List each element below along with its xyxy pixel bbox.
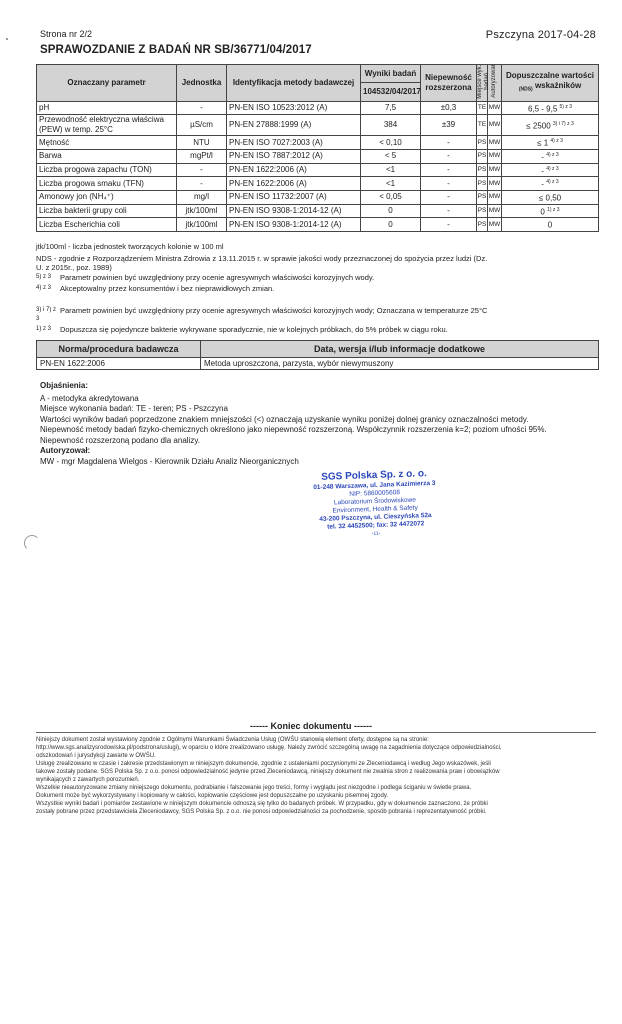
cell-method: PN-EN ISO 7027:2003 (A) <box>227 136 361 150</box>
stamp-company: SGS Polska Sp. z o. o. <box>321 468 427 483</box>
cell-place: PS <box>477 150 488 164</box>
limit-value: 0 <box>547 220 553 230</box>
method-info: Metoda uproszczona, parzysta, wybór niewymuszony <box>201 358 599 370</box>
cell-result: < 0,10 <box>361 136 421 150</box>
cell-method: PN-EN ISO 10523:2012 (A) <box>227 101 361 115</box>
explanation-line: Niepewność metody badań fizyko-chemicznych określono jako niepewność rozszerzoną. Współczynnik rozszerzenia k=2; poziom ufności 95%. <box>40 425 547 434</box>
header-place-label: Miejsce wyk. badań <box>477 64 490 99</box>
method-row <box>37 358 599 370</box>
cell-result: < 5 <box>361 150 421 164</box>
stamp-address-2: 43-200 Pszczyna, ul. Cieszyńska 52a <box>319 512 432 523</box>
cell-authorized: MW <box>488 190 502 204</box>
header-sample-id: 104532/04/2017 <box>361 83 421 101</box>
cell-result: 7,5 <box>361 101 421 115</box>
limit-value: 6,5 - 9,5 <box>527 104 558 114</box>
cell-uncertainty: ±39 <box>421 115 477 136</box>
cell-authorized: MW <box>488 115 502 136</box>
cell-authorized: MW <box>488 204 502 218</box>
cell-authorized: MW <box>488 150 502 164</box>
disclaimer-line: odszkodowań i jurysdykcji zawarte w OWŚU. <box>36 753 156 759</box>
cell-authorized: MW <box>488 163 502 177</box>
cell-place: PS <box>477 204 488 218</box>
cell-method: PN-EN ISO 11732:2007 (A) <box>227 190 361 204</box>
header-results: Wyniki badań <box>361 65 421 83</box>
header-uncertainty: Niepewność rozszerzona <box>421 65 477 102</box>
note-c-row <box>36 306 596 325</box>
cell-uncertainty: - <box>421 136 477 150</box>
limit-note: 4) z 3 <box>550 138 563 145</box>
header-authorized-label: Autoryzował <box>491 65 497 98</box>
report-title: SPRAWOZDANIE Z BADAŃ NR SB/36771/04/2017 <box>40 44 312 56</box>
cell-result: 384 <box>361 115 421 136</box>
limit-note: 1) z 3 <box>547 206 560 213</box>
cell-limit <box>502 190 599 204</box>
cell-uncertainty: - <box>421 163 477 177</box>
limit-note: 4) z 3 <box>546 152 559 158</box>
place-date: Pszczyna 2017-04-28 <box>485 29 596 41</box>
disclaimer-line: Usługę zrealizowano w czasie i zakresie przedstawionym w niniejszym dokumencie, zgodnie z ustaleniami poczynionymi ze Zleceniodawcą i według Jego wskazówek, jeśli <box>36 761 491 767</box>
cell-authorized: MW <box>488 136 502 150</box>
limit-note: 5) z 3 <box>559 103 573 110</box>
header-parameter: Oznaczany parametr <box>37 65 177 102</box>
table-row <box>37 218 599 232</box>
cell-result: < 0,05 <box>361 190 421 204</box>
cell-unit: mgPt/l <box>177 150 227 164</box>
cell-place: PS <box>477 163 488 177</box>
header-method: Identyfikacja metody badawczej <box>227 65 361 102</box>
cell-parameter: Liczba bakterii grupy coli <box>37 204 177 218</box>
method-header-norm: Norma/procedura badawcza <box>37 341 201 358</box>
cell-limit <box>502 101 599 115</box>
cell-method: PN-EN ISO 9308-1:2014-12 (A) <box>227 204 361 218</box>
disclaimer-line: Wszelkie nieautoryzowane zmiany niniejszego dokumentu, podrabianie i fałszowanie jego treści, formy i wyglądu jest niezgodne i podlega ściganiu w świetle prawa. <box>36 785 472 791</box>
header-limits-label: Dopuszczalne wartości <box>505 71 595 81</box>
cell-uncertainty: - <box>421 177 477 191</box>
header-limits <box>502 65 599 102</box>
cell-method: PN-EN 1622:2006 (A) <box>227 177 361 191</box>
explanation-line: Wartości wyników badań poprzedzone znakiem mniejszości (<) oznaczają uzyskanie wyniku poniżej dolnej granicy oznaczalności metody. <box>40 414 529 424</box>
cell-place: TE <box>477 101 488 115</box>
cell-place: PS <box>477 190 488 204</box>
cell-authorized: MW <box>488 101 502 115</box>
cell-parameter: Przewodność elektryczna właściwa (PEW) w temp. 25°C <box>37 115 177 136</box>
cell-result: <1 <box>361 163 421 177</box>
cell-parameter: Liczba Escherichia coli <box>37 218 177 232</box>
cell-unit: jtk/100ml <box>177 218 227 232</box>
results-table <box>36 64 599 232</box>
page-number: Strona nr 2/2 <box>40 29 93 39</box>
disclaimer-line: http://www.sgs.analizysrodowiska.pl/podstrona/uslugi), w oparciu o które zrealizowano usługę. Należy zwrócić szczególną uwagę na zagadnienia dotyczące odpowiedzialności, <box>36 745 502 751</box>
table-row <box>37 136 599 150</box>
cell-unit: µS/cm <box>177 115 227 136</box>
explanations-block <box>40 381 600 467</box>
cell-limit <box>502 136 599 150</box>
scan-speck <box>6 38 8 40</box>
table-row <box>37 150 599 164</box>
note-a: Parametr powinien być uwzględniony przy ocenie agresywnych właściwości korozyjnych wody. <box>60 272 375 282</box>
disclaimer-line: Wszystkie wyniki badań i pomiarów zestawione w niniejszym dokumencie odnoszą się tylko do badanych próbek. W przypadku, gdy w dokumencie zaznaczono, że próbki <box>36 801 488 807</box>
header-limits-sub: (NDS) <box>518 86 533 93</box>
cell-place: PS <box>477 136 488 150</box>
disclaimer-block <box>36 736 596 816</box>
cell-uncertainty: - <box>421 150 477 164</box>
method-table <box>36 340 599 370</box>
cell-uncertainty: - <box>421 190 477 204</box>
header-unit: Jednostka <box>177 65 227 102</box>
note-d-row <box>36 325 596 335</box>
cell-unit: jtk/100ml <box>177 204 227 218</box>
limit-note: 3) i 7) z 3 <box>552 121 574 128</box>
stamp-nip: NIP: 5860005608 <box>349 489 401 498</box>
table-row <box>37 101 599 115</box>
cell-parameter: Mętność <box>37 136 177 150</box>
limit-note: 4) z 3 <box>546 165 559 172</box>
disclaimer-line: Dokument może być wykorzystywany i kopiowany w całości, kopiowanie częściowe jest dopuszczalne po uzyskaniu pisemnej zgody. <box>36 793 389 799</box>
authorized-heading: Autoryzował: <box>40 446 91 455</box>
cell-uncertainty: ±0,3 <box>421 101 477 115</box>
note-d-marker: 1) z 3 <box>36 325 52 332</box>
cell-limit <box>502 163 599 177</box>
limit-value: - <box>541 152 544 162</box>
cell-method: PN-EN 27888:1999 (A) <box>227 115 361 136</box>
note-c-marker: 3) i 7) z 3 <box>36 306 57 322</box>
cell-place: PS <box>477 177 488 191</box>
note-c: Parametr powinien być uwzględniony przy ocenie agresywnych właściwości korozyjnych wody; Oznaczana w temperaturze 25°C <box>60 305 488 315</box>
end-of-document: ------ Koniec dokumentu ------ <box>250 721 372 731</box>
stamp-mark: -11- <box>371 530 381 538</box>
cell-unit: mg/l <box>177 190 227 204</box>
note-nds: NDS - zgodnie z Rozporządzeniem Ministra Zdrowia z 13.11.2015 r. w sprawie jakości wody przeznaczonej do spożycia przez ludzi (Dz. U. z 2015r., poz. 1989) <box>36 253 488 272</box>
cell-limit <box>502 150 599 164</box>
cell-limit <box>502 204 599 218</box>
stamp-address: 01-248 Warszawa, ul. Jana Kazimierza 3 <box>313 479 436 492</box>
company-stamp <box>284 467 466 541</box>
table-row <box>37 190 599 204</box>
cell-authorized: MW <box>488 218 502 232</box>
limit-value: - <box>541 166 544 176</box>
method-norm: PN-EN 1622:2006 <box>37 358 201 370</box>
table-row <box>37 204 599 218</box>
disclaimer-line: Niniejszy dokument został wystawiony zgodnie z Ogólnymi Warunkami Świadczenia Usług (OWŚU stanowią element oferty, dostępne są na stronie: <box>36 737 429 743</box>
method-header-info: Data, wersja i/lub informacje dodatkowe <box>201 341 599 358</box>
limit-value: ≤ 1 <box>537 139 549 148</box>
cell-place: TE <box>477 115 488 136</box>
note-b: Akceptowalny przez konsumentów i bez nieprawidłowych zmian. <box>60 284 275 293</box>
note-b-row <box>36 284 596 294</box>
cell-uncertainty: - <box>421 218 477 232</box>
note-a-row <box>36 273 596 283</box>
punch-hole-mark <box>24 535 40 551</box>
cell-result: 0 <box>361 204 421 218</box>
cell-limit <box>502 218 599 232</box>
disclaimer-line: zostały pobrane przez przedstawiciela Zleceniodawcy, SGS Polska Sp. z o.o. nie ponosi odpowiedzialności za pochodzenie, sposób pobrania i reprezentatywność próbki. <box>36 809 487 815</box>
stamp-lab: Laboratorium Środowiskowe <box>333 496 417 507</box>
limit-value: ≤ 2500 <box>526 121 551 131</box>
table-row <box>37 115 599 136</box>
cell-parameter: Liczba progowa smaku (TFN) <box>37 177 177 191</box>
explanation-line: Miejsce wykonania badań: TE - teren; PS - Pszczyna <box>40 404 228 413</box>
explanation-line: Niepewność rozszerzoną podano dla analizy. <box>40 435 200 445</box>
cell-method: PN-EN ISO 9308-1:2014-12 (A) <box>227 218 361 232</box>
limit-value: - <box>541 179 544 189</box>
cell-limit <box>502 115 599 136</box>
cell-parameter: Liczba progowa zapachu (TON) <box>37 163 177 177</box>
table-row <box>37 163 599 177</box>
cell-authorized: MW <box>488 177 502 191</box>
cell-result: 0 <box>361 218 421 232</box>
cell-parameter: pH <box>37 101 177 115</box>
header-place <box>477 65 488 102</box>
note-jtk: jtk/100ml - liczba jednostek tworzących kolonie w 100 ml <box>36 242 224 251</box>
results-body <box>37 101 599 231</box>
cell-unit: - <box>177 101 227 115</box>
footer-divider <box>36 732 596 733</box>
disclaimer-line: wynikających z zawartych porozumień. <box>36 777 140 783</box>
limit-value: ≤ 0,50 <box>538 193 562 203</box>
header-limits-tail: wskaźników <box>534 81 582 91</box>
cell-unit: - <box>177 177 227 191</box>
cell-uncertainty: - <box>421 204 477 218</box>
stamp-phone: tel. 32 4452500; fax: 32 4472072 <box>327 520 425 531</box>
cell-limit <box>502 177 599 191</box>
note-d: Dopuszcza się pojedyncze bakterie wykrywane sporadycznie, nie w kolejnych próbkach, do 5% próbek w ciągu roku. <box>60 324 448 334</box>
cell-parameter: Barwa <box>37 150 177 164</box>
limit-note: 4) z 3 <box>546 179 559 186</box>
limit-value: 0 <box>540 207 545 217</box>
cell-unit: - <box>177 163 227 177</box>
notes-block <box>36 242 596 334</box>
authorized-line: MW - mgr Magdalena Wielgos - Kierownik Działu Analiz Nieorganicznych <box>40 456 299 466</box>
cell-unit: NTU <box>177 136 227 150</box>
note-a-marker: 5) z 3 <box>36 273 52 280</box>
note-b-marker: 4) z 3 <box>36 285 52 291</box>
explanation-line: A - metodyka akredytowana <box>40 393 139 403</box>
cell-parameter: Amonowy jon (NH₄⁺) <box>37 190 177 204</box>
cell-result: <1 <box>361 177 421 191</box>
disclaimer-line: takowe zostały podane. SGS Polska Sp. z o.o. ponosi odpowiedzialność jedynie przed Zleceniodawcą, niniejszy dokument nie zwalnia stron z realizowania praw i obowiązków <box>36 769 500 775</box>
explanations-heading: Objaśnienia: <box>40 381 89 390</box>
table-row <box>37 177 599 191</box>
cell-place: PS <box>477 218 488 232</box>
cell-method: PN-EN ISO 7887:2012 (A) <box>227 150 361 164</box>
stamp-dept: Environment, Health & Safety <box>332 504 418 515</box>
cell-method: PN-EN 1622:2006 (A) <box>227 163 361 177</box>
